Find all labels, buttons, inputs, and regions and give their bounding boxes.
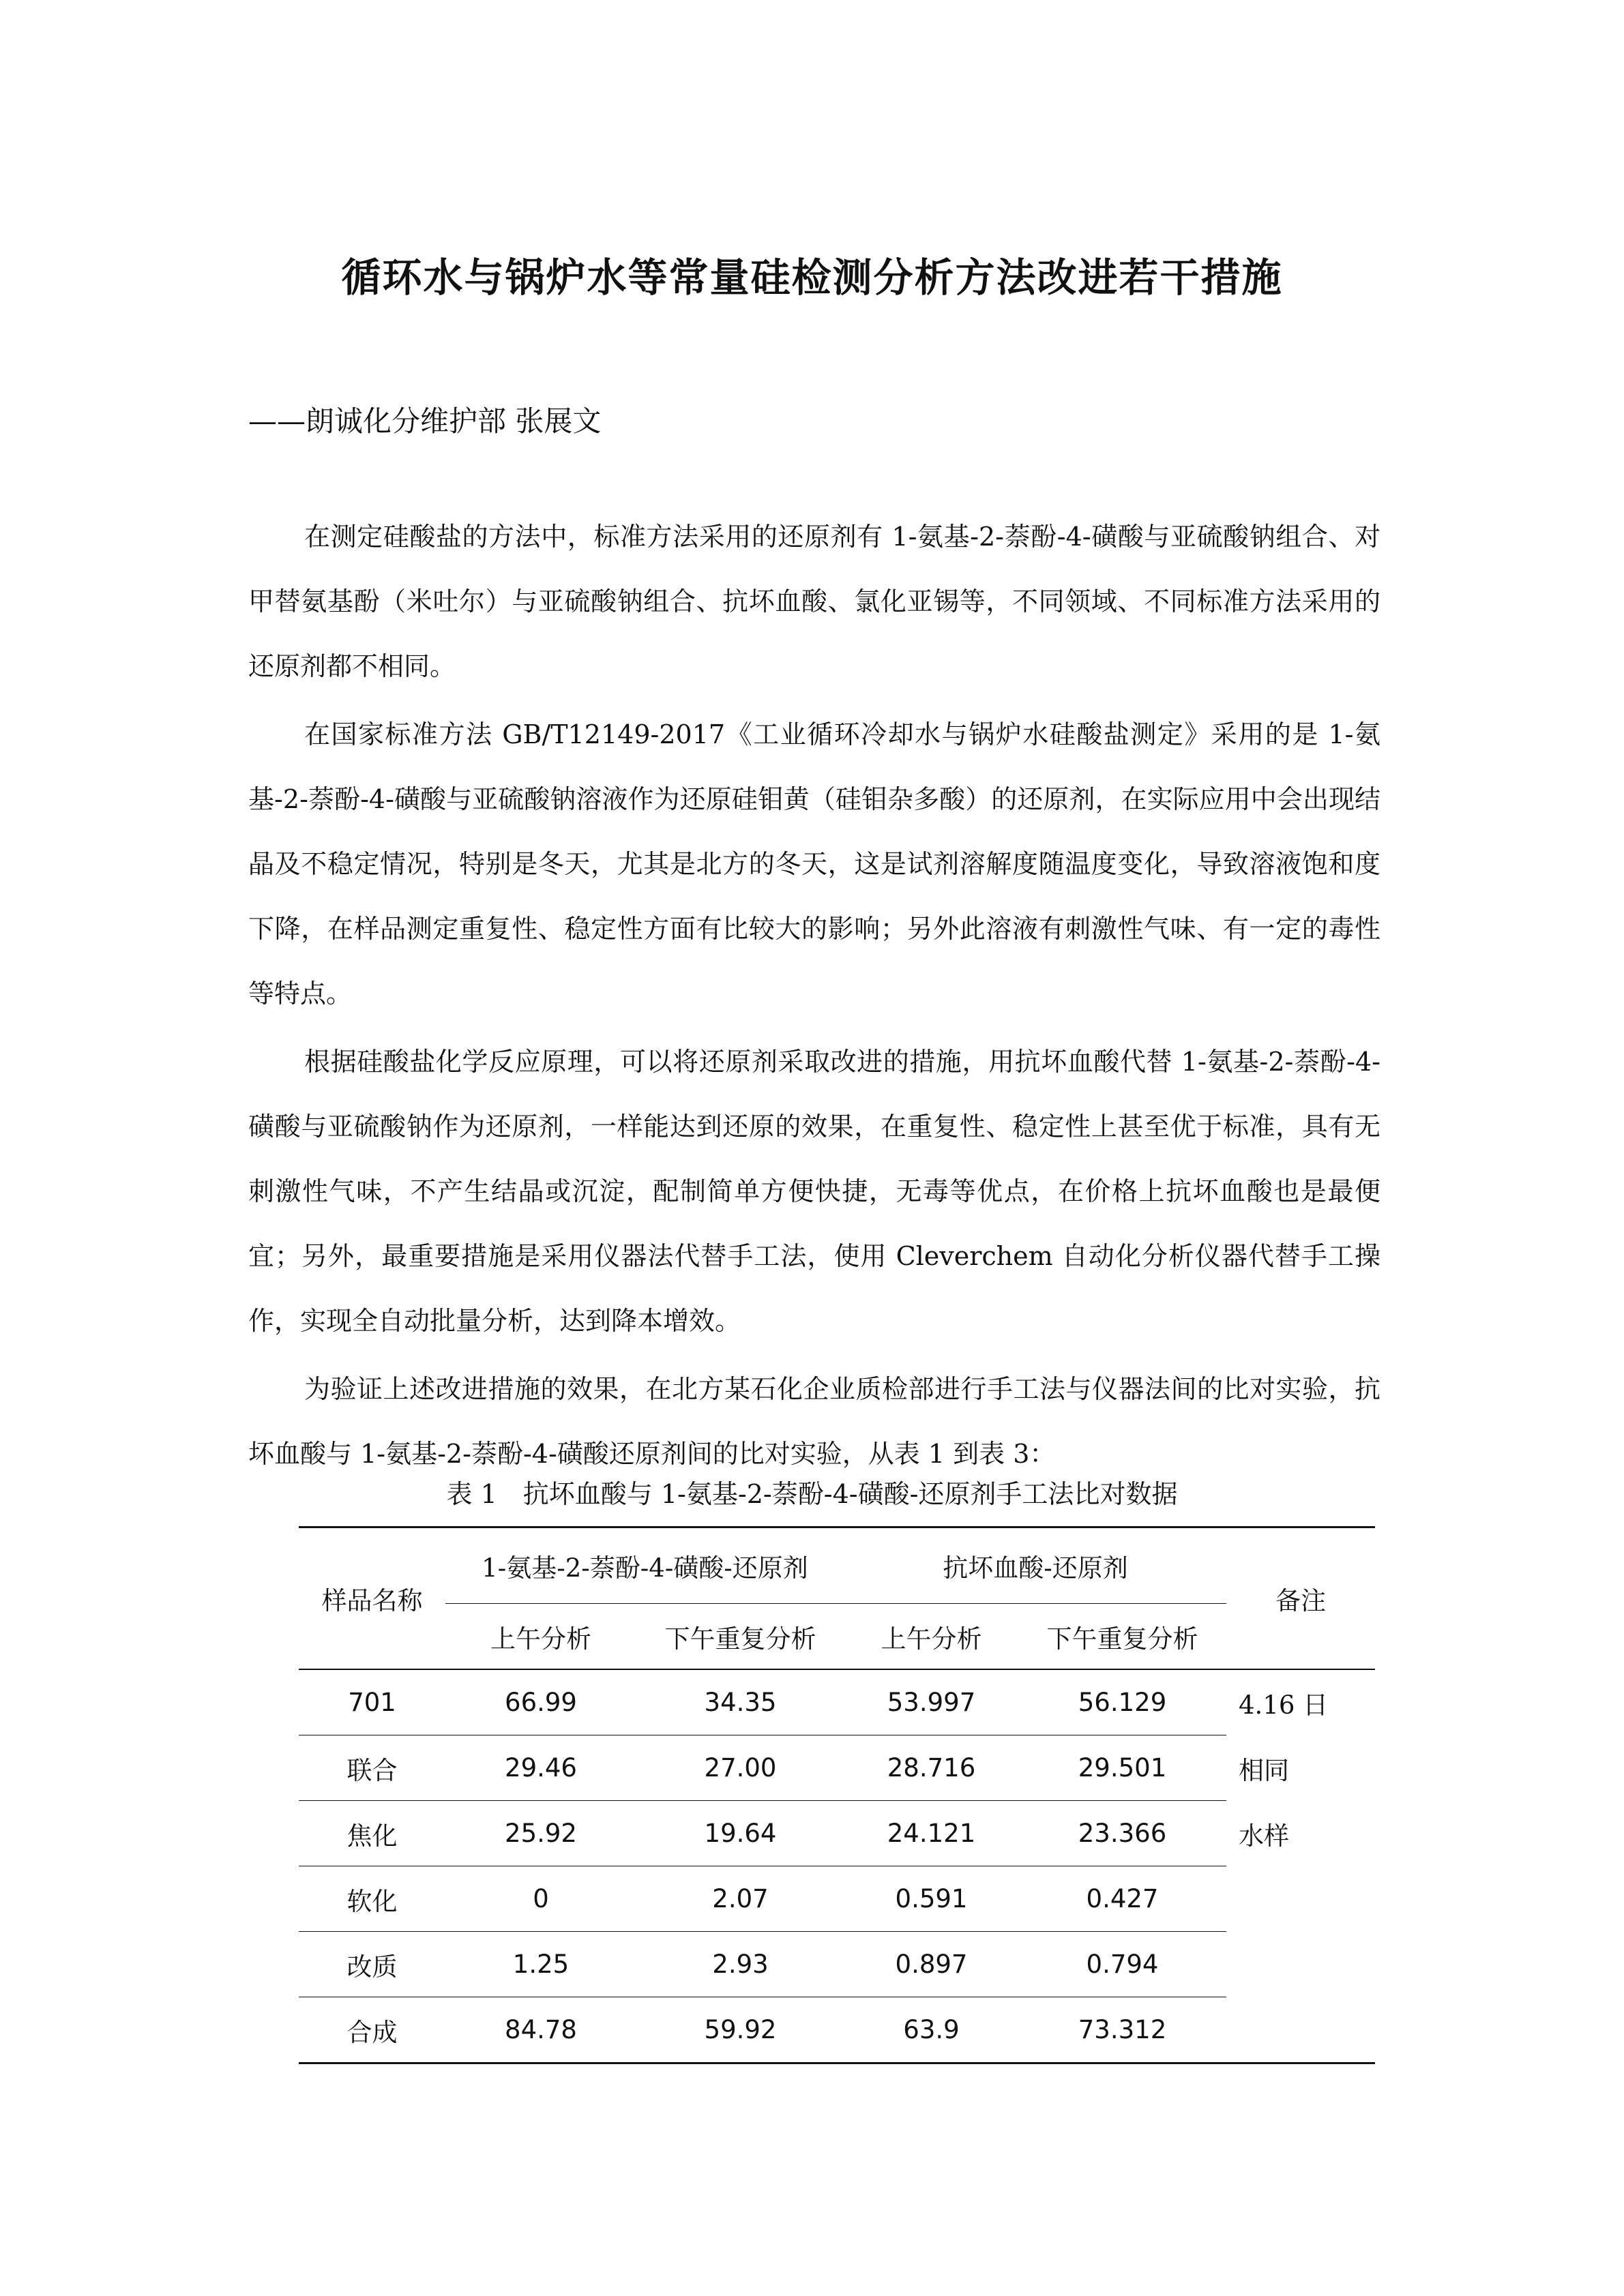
table-row (299, 1801, 1375, 1866)
header-sample-name: 样品名称 (321, 1586, 423, 1615)
cell-value: 84.78 (445, 1997, 636, 2063)
cell-value: 29.501 (1018, 1735, 1226, 1801)
header-note: 备注 (1275, 1586, 1326, 1615)
cell-sample: 合成 (299, 1997, 445, 2063)
cell-value: 2.07 (636, 1866, 844, 1932)
cell-value: 63.9 (844, 1997, 1018, 2063)
cell-sample: 改质 (299, 1932, 445, 1997)
cell-value: 53.997 (844, 1669, 1018, 1735)
cell-value: 66.99 (445, 1669, 636, 1735)
table-row (299, 1735, 1375, 1801)
cell-value: 59.92 (636, 1997, 844, 2063)
cell-note: 相同 (1239, 1755, 1289, 1785)
cell-sample: 联合 (299, 1735, 445, 1801)
cell-value: 25.92 (445, 1801, 636, 1866)
paragraph: 在测定硅酸盐的方法中，标准方法采用的还原剂有 1-氨基-2-萘酚-4-磺酸与亚硫酸钠组合、对甲替氨基酚（米吐尔）与亚硫酸钠组合、抗坏血酸、氯化亚锡等，不同领域、不同标准方法采用的还原剂都不相同。 (248, 522, 1381, 681)
cell-value: 27.00 (636, 1735, 844, 1801)
cell-sample: 软化 (299, 1866, 445, 1932)
cell-value: 29.46 (445, 1735, 636, 1801)
cell-sample: 焦化 (299, 1801, 445, 1866)
header-pm-repeat: 下午重复分析 (664, 1624, 816, 1654)
cell-value: 0.794 (1018, 1932, 1226, 1997)
cell-value: 28.716 (844, 1735, 1018, 1801)
table-row (299, 1669, 1375, 1735)
table-row (299, 1997, 1375, 2063)
cell-note-empty (1226, 1866, 1375, 1932)
cell-value: 34.35 (636, 1669, 844, 1735)
cell-sample: 701 (299, 1669, 445, 1735)
cell-value: 0 (445, 1866, 636, 1932)
body-text (248, 505, 1381, 1490)
comparison-table (299, 1526, 1375, 2064)
paragraph: 根据硅酸盐化学反应原理，可以将还原剂采取改进的措施，用抗坏血酸代替 1-氨基-2-萘酚-4-磺酸与亚硫酸钠作为还原剂，一样能达到还原的效果，在重复性、稳定性上甚至优于标准，具有无刺激性气味，不产生结晶或沉淀，配制简单方便快捷，无毒等优点，在价格上抗坏血酸也是最便宜；另外，最重要措施是采用仪器法代替手工法，使用 Cleverchem 自动化分析仪器代替手工操作，实现全自动批量分析，达到降本增效。 (248, 1047, 1381, 1336)
header-pm-repeat: 下午重复分析 (1046, 1624, 1198, 1654)
cell-value: 0.897 (844, 1932, 1018, 1997)
cell-value: 56.129 (1018, 1669, 1226, 1735)
cell-note: 4.16 日 (1239, 1690, 1329, 1720)
paragraph: 为验证上述改进措施的效果，在北方某石化企业质检部进行手工法与仪器法间的比对实验，抗坏血酸与 1-氨基-2-萘酚-4-磺酸还原剂间的比对实验，从表 1 到表 3： (248, 1374, 1381, 1469)
table-caption: 表 1 抗坏血酸与 1-氨基-2-萘酚-4-磺酸-还原剂手工法比对数据 (446, 1479, 1178, 1509)
cell-value: 19.64 (636, 1801, 844, 1866)
cell-value: 2.93 (636, 1932, 844, 1997)
cell-value: 0.427 (1018, 1866, 1226, 1932)
paragraph: 在国家标准方法 GB/T12149-2017《工业循环冷却水与锅炉水硅酸盐测定》采用的是 1-氨基-2-萘酚-4-磺酸与亚硫酸钠溶液作为还原硅钼黄（硅钼杂多酸）的还原剂，在实际应用中会出现结晶及不稳定情况，特别是冬天，尤其是北方的冬天，这是试剂溶解度随温度变化，导致溶液饱和度下降，在样品测定重复性、稳定性方面有比较大的影响；另外此溶液有刺激性气味、有一定的毒性等特点。 (248, 719, 1381, 1009)
cell-note-empty (1226, 1997, 1375, 2063)
header-group-ascorbic-acid: 抗坏血酸-还原剂 (844, 1527, 1226, 1604)
cell-note-empty (1226, 1932, 1375, 1997)
header-group-aminonaphthol: 1-氨基-2-萘酚-4-磺酸-还原剂 (445, 1527, 844, 1604)
author-line: ——朗诚化分维护部 张展文 (248, 404, 602, 438)
cell-value: 73.312 (1018, 1997, 1226, 2063)
cell-value: 24.121 (844, 1801, 1018, 1866)
header-am-analysis: 上午分析 (881, 1624, 982, 1654)
document-title: 循环水与锅炉水等常量硅检测分析方法改进若干措施 (341, 254, 1283, 301)
header-am-analysis: 上午分析 (490, 1624, 591, 1654)
cell-value: 23.366 (1018, 1801, 1226, 1866)
table-row (299, 1932, 1375, 1997)
cell-note: 水样 (1239, 1821, 1289, 1851)
cell-value: 0.591 (844, 1866, 1018, 1932)
table-row (299, 1866, 1375, 1932)
cell-value: 1.25 (445, 1932, 636, 1997)
